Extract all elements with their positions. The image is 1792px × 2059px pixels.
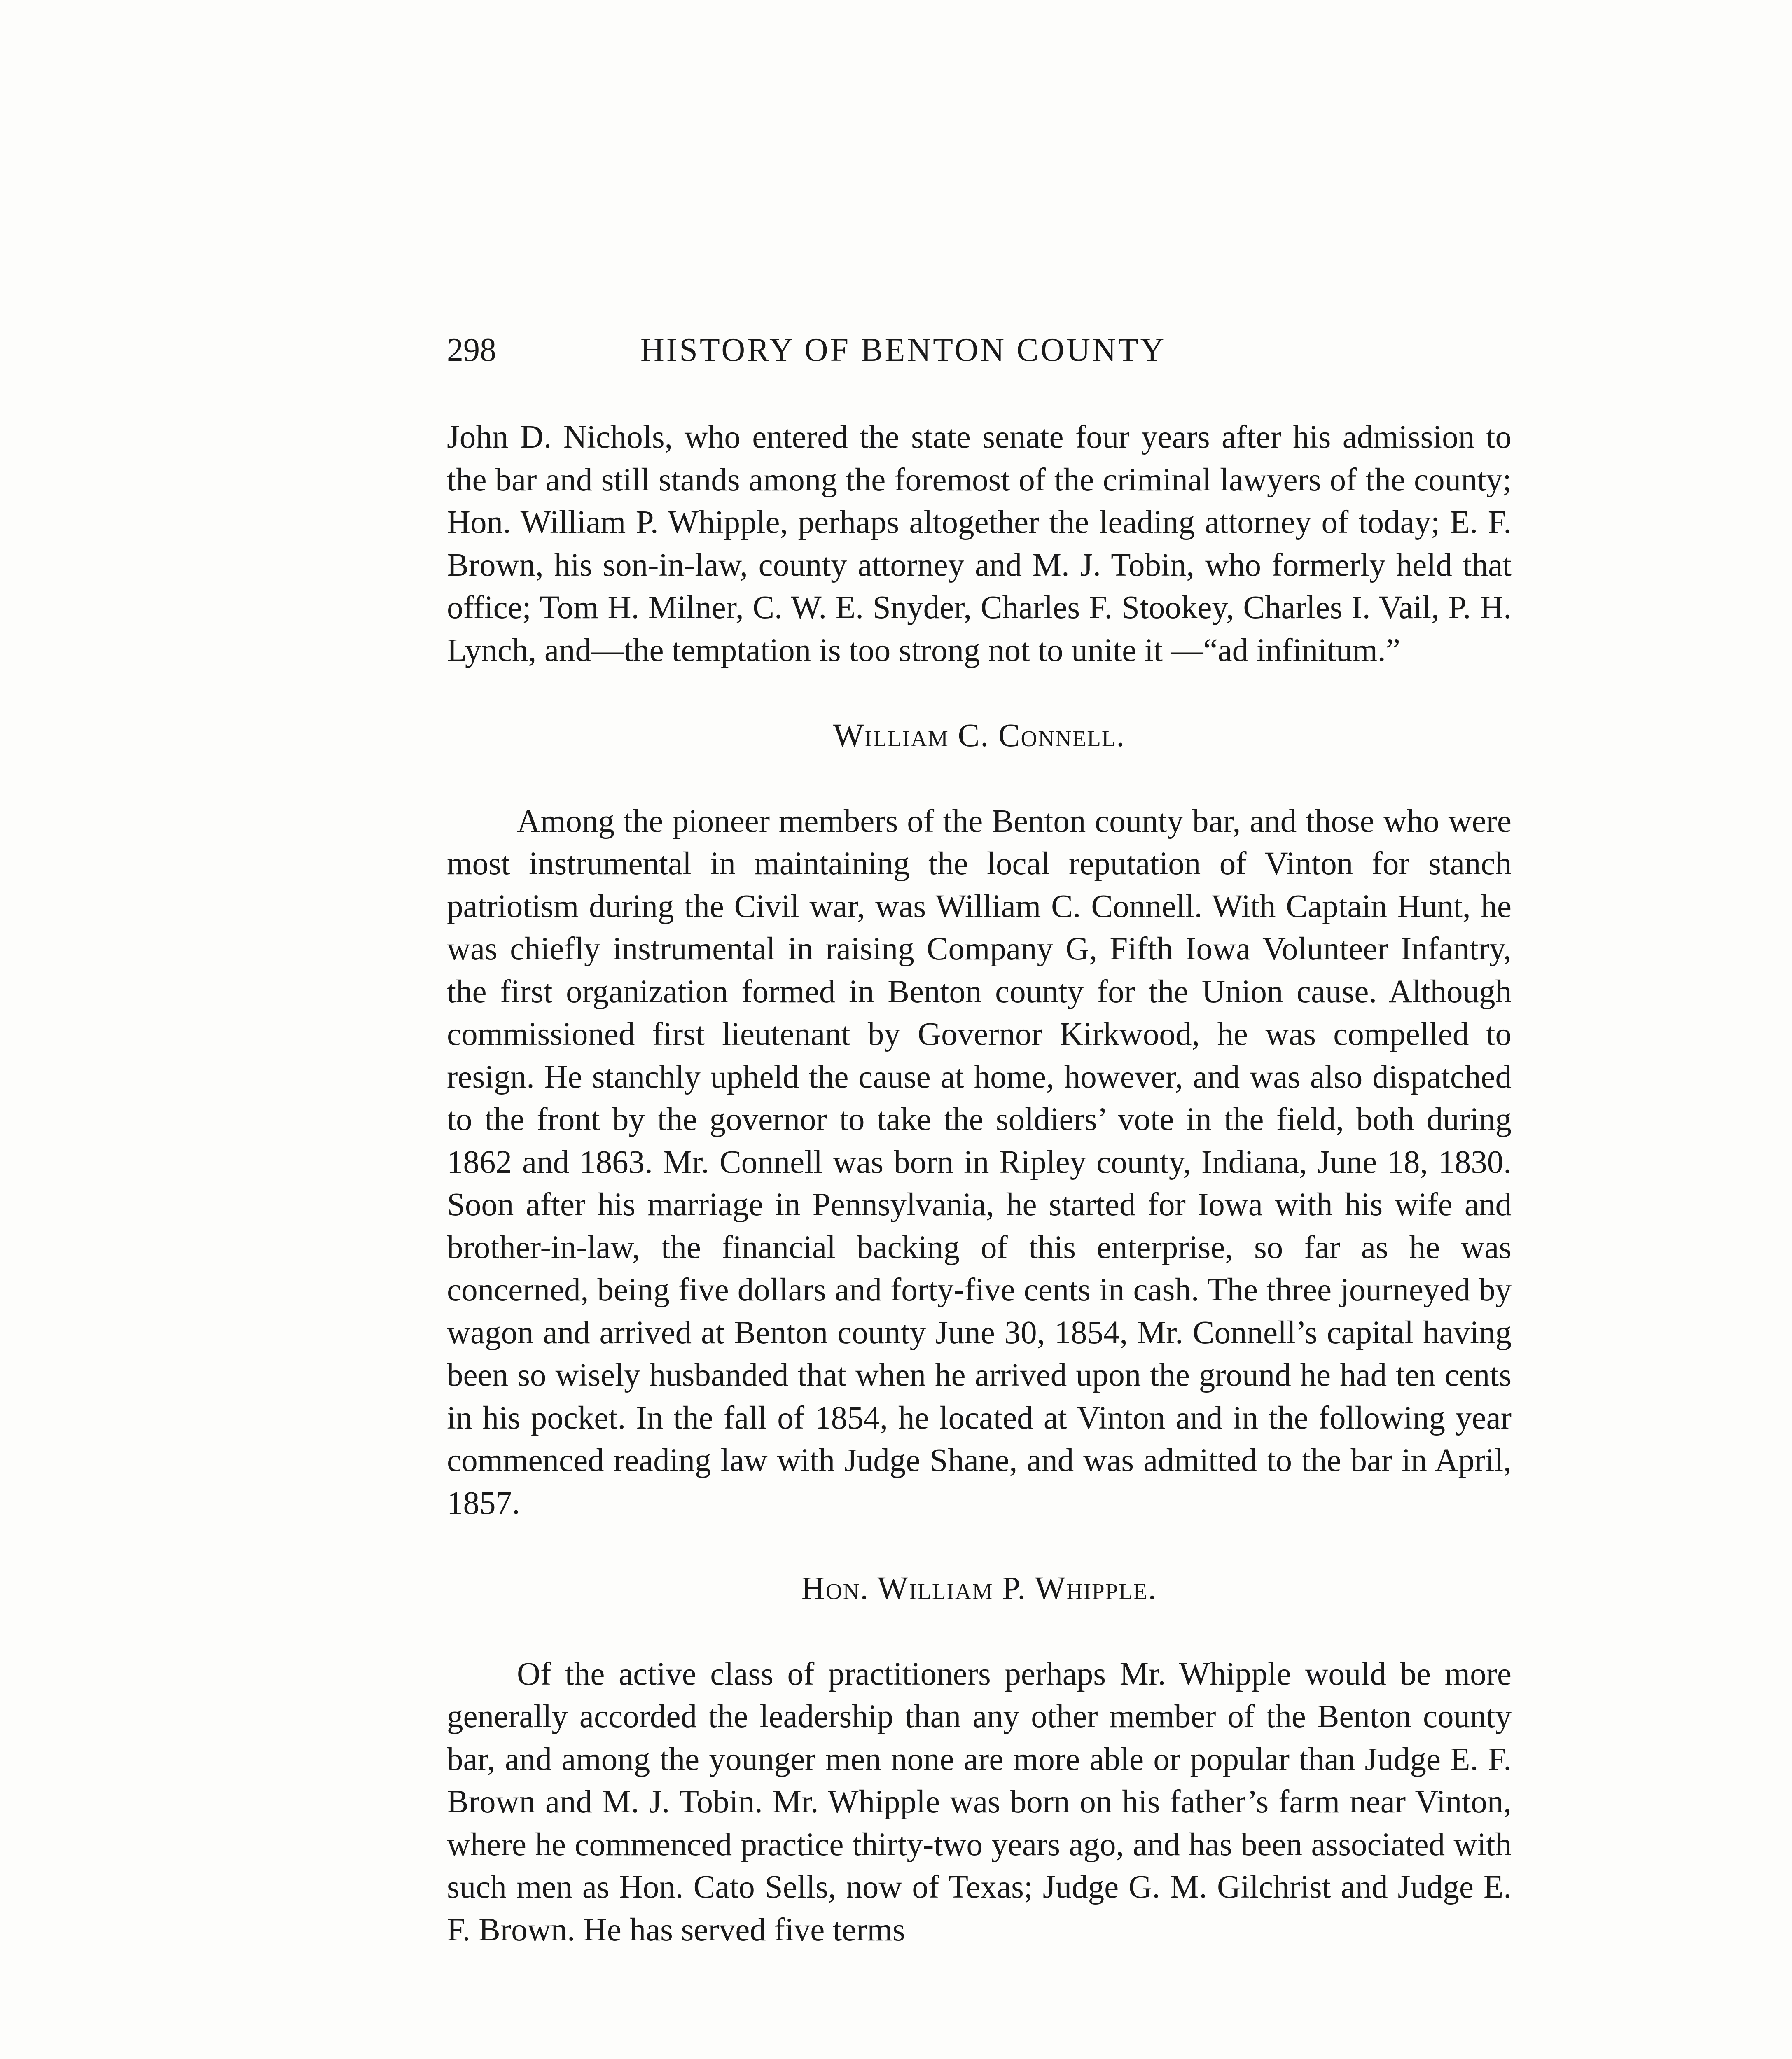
section-heading-whipple: Hon. William P. Whipple. — [801, 1571, 1157, 1606]
section-heading-connell: William C. Connell. — [833, 718, 1126, 754]
running-head-title: HISTORY OF BENTON COUNTY — [640, 332, 1166, 368]
section-spacer — [447, 1610, 1512, 1653]
section-spacer — [447, 1524, 1512, 1567]
paragraph-continued: John D. Nichols, who entered the state senate four years after his admission to the bar and still stands among the foremost of the criminal lawyers of the county; Hon. William P. Whipple, perhaps altogether the leading attorney of today; E. F. Brown, his son-in-law, county attorney and M. J. Tobin, who formerly held that office; Tom H. Milner, C. W. E. Snyder, Charles F. Stookey, Charles I. Vail, P. H. Lynch, and—the temptation is too strong not to unite it —“ad infinitum.” — [447, 419, 1512, 668]
page-header — [447, 327, 1295, 373]
page-number: 298 — [447, 332, 496, 368]
paragraph-whipple: Of the active class of practitioners perhaps Mr. Whipple would be more generally accorded the leadership than any other member of the Benton county bar, and among the younger men none are more able or popular than Judge E. F. Brown and M. J. Tobin. Mr. Whipple was born on his father’s farm near Vinton, where he commenced practice thirty-two years ago, and has been associated with such men as Hon. Cato Sells, now of Texas; Judge G. M. Gilchrist and Judge E. F. Brown. He has served five terms — [447, 1656, 1512, 1948]
page-body — [447, 416, 1512, 1951]
section-spacer — [447, 672, 1512, 714]
paragraph-connell: Among the pioneer members of the Benton county bar, and those who were most instrumental in maintaining the local reputation of Vinton for stanch patriotism during the Civil war, was William C. Connell. With Captain Hunt, he was chiefly instrumental in raising Company G, Fifth Iowa Volunteer Infantry, the first organization formed in Benton county for the Union cause. Although commissioned first lieutenant by Governor Kirkwood, he was compelled to resign. He stanchly upheld the cause at home, however, and was also dispatched to the front by the governor to take the soldiers’ vote in the field, both during 1862 and 1863. Mr. Connell was born in Ripley county, Indiana, June 18, 1830. Soon after his marriage in Pennsylvania, he started for Iowa with his wife and brother-in-law, the financial backing of this enterprise, so far as he was concerned, being five dollars and forty-five cents in cash. The three journeyed by wagon and arrived at Benton county June 30, 1854, Mr. Connell’s capital having been so wisely husbanded that when he arrived upon the ground he had ten cents in his pocket. In the fall of 1854, he located at Vinton and in the following year commenced reading law with Judge Shane, and was admitted to the bar in April, 1857. — [447, 803, 1512, 1521]
section-spacer — [447, 757, 1512, 800]
